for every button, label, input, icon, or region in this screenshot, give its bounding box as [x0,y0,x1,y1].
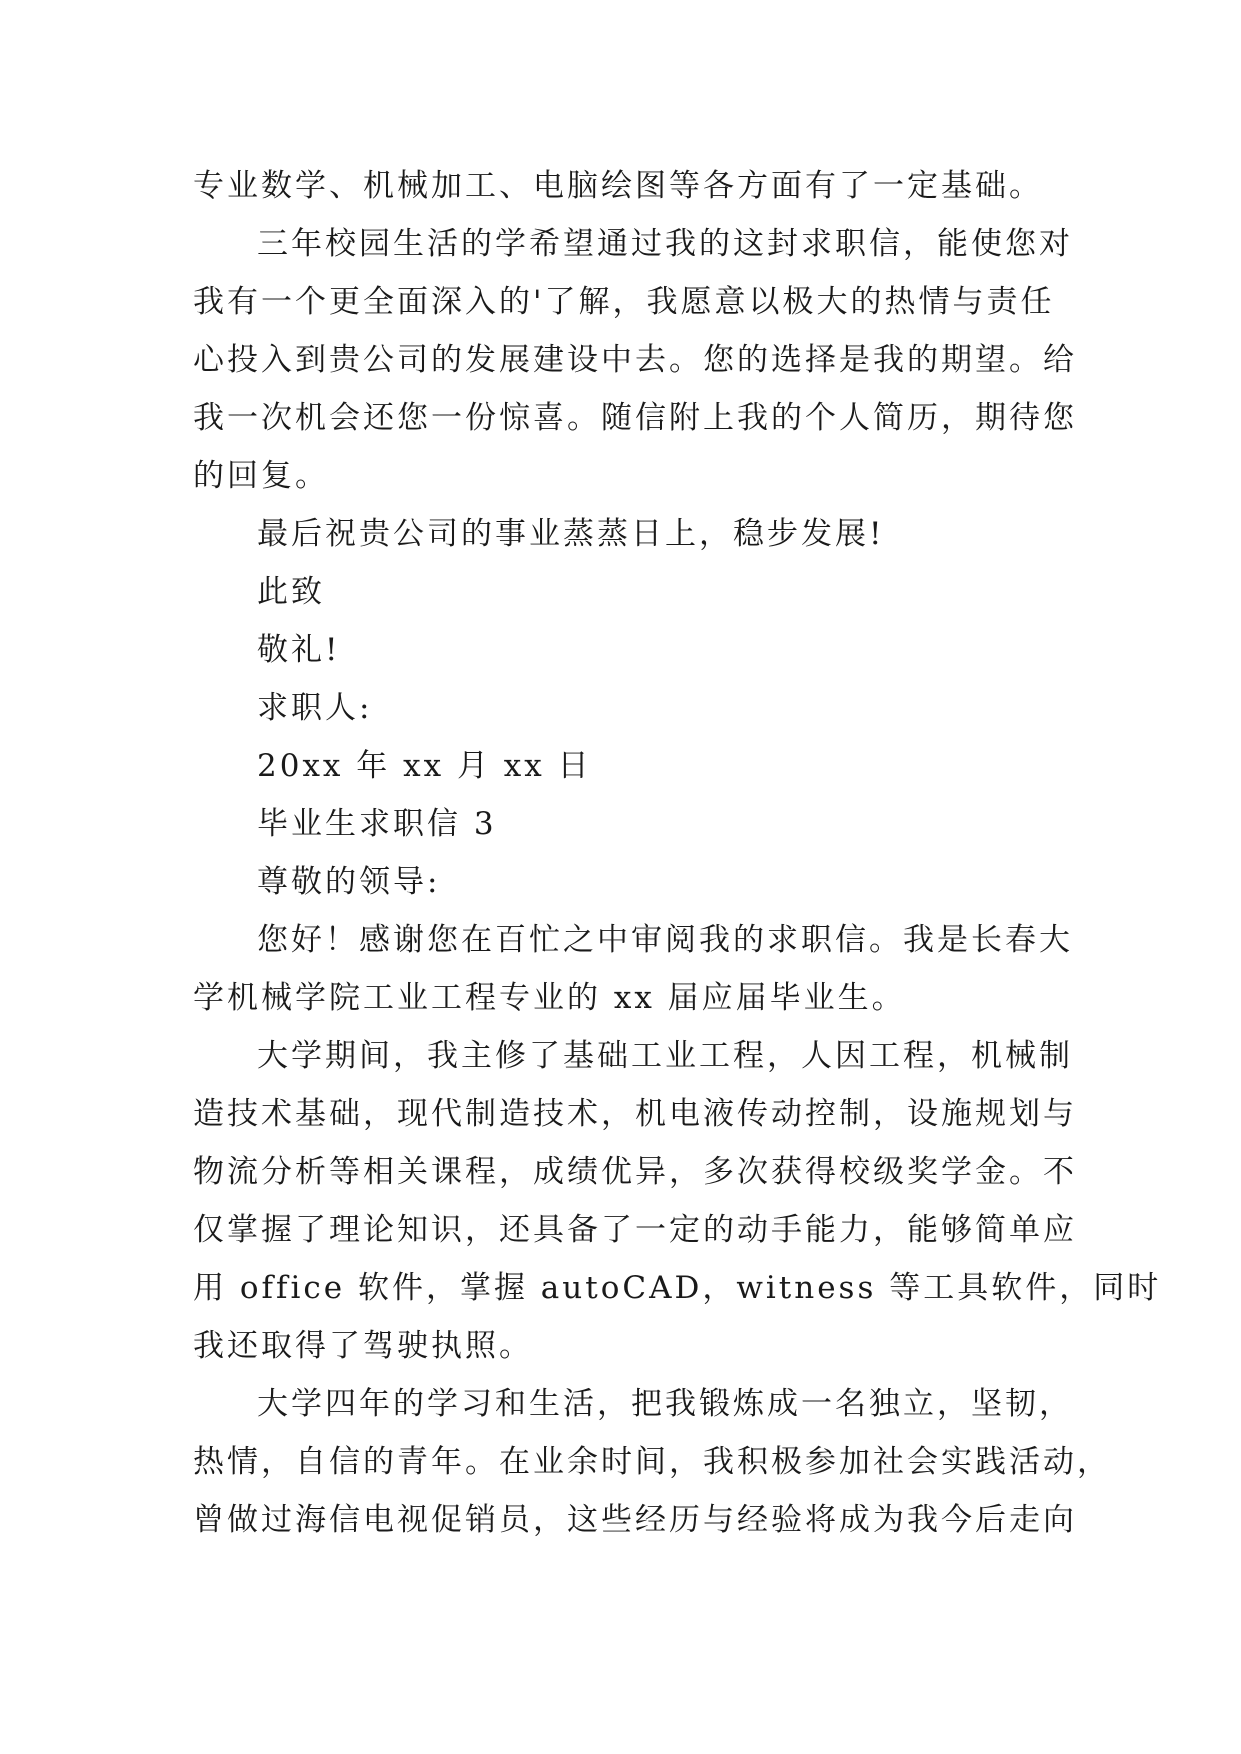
text-line: 最后祝贵公司的事业蒸蒸日上，稳步发展! [257,516,885,552]
text-line: 三年校园生活的学希望通过我的这封求职信，能使您对 [257,226,1073,262]
text-line: 求职人: [257,690,373,726]
text-line: 的回复。 [193,458,329,494]
text-line: 曾做过海信电视促销员，这些经历与经验将成为我今后走向 [193,1502,1077,1538]
text-line: 学机械学院工业工程专业的 xx 届应届毕业生。 [193,980,906,1016]
text-line: 20xx 年 xx 月 xx 日 [257,748,592,784]
text-line: 我还取得了驾驶执照。 [193,1328,533,1364]
text-line: 尊敬的领导: [257,864,441,900]
text-line: 毕业生求职信 3 [257,806,497,842]
text-line: 我一次机会还您一份惊喜。随信附上我的个人简历，期待您 [193,400,1077,436]
text-line: 敬礼! [257,632,341,668]
text-line: 物流分析等相关课程，成绩优异，多次获得校级奖学金。不 [193,1154,1077,1190]
text-line: 心投入到贵公司的发展建设中去。您的选择是我的期望。给 [193,342,1077,378]
text-line: 大学期间，我主修了基础工业工程，人因工程，机械制 [257,1038,1073,1074]
text-line: 仅掌握了理论知识，还具备了一定的动手能力，能够简单应 [193,1212,1077,1248]
text-line: 造技术基础，现代制造技术，机电液传动控制，设施规划与 [193,1096,1077,1132]
text-line: 您好！感谢您在百忙之中审阅我的求职信。我是长春大 [257,922,1073,958]
text-line: 用 office 软件，掌握 autoCAD，witness 等工具软件，同时 [193,1270,1162,1306]
text-line: 热情，自信的青年。在业余时间，我积极参加社会实践活动， [193,1444,1111,1480]
text-line: 专业数学、机械加工、电脑绘图等各方面有了一定基础。 [193,168,1043,204]
text-line: 此致 [257,574,325,610]
text-line: 大学四年的学习和生活，把我锻炼成一名独立，坚韧， [257,1386,1073,1422]
text-line: 我有一个更全面深入的'了解，我愿意以极大的热情与责任 [193,284,1055,320]
